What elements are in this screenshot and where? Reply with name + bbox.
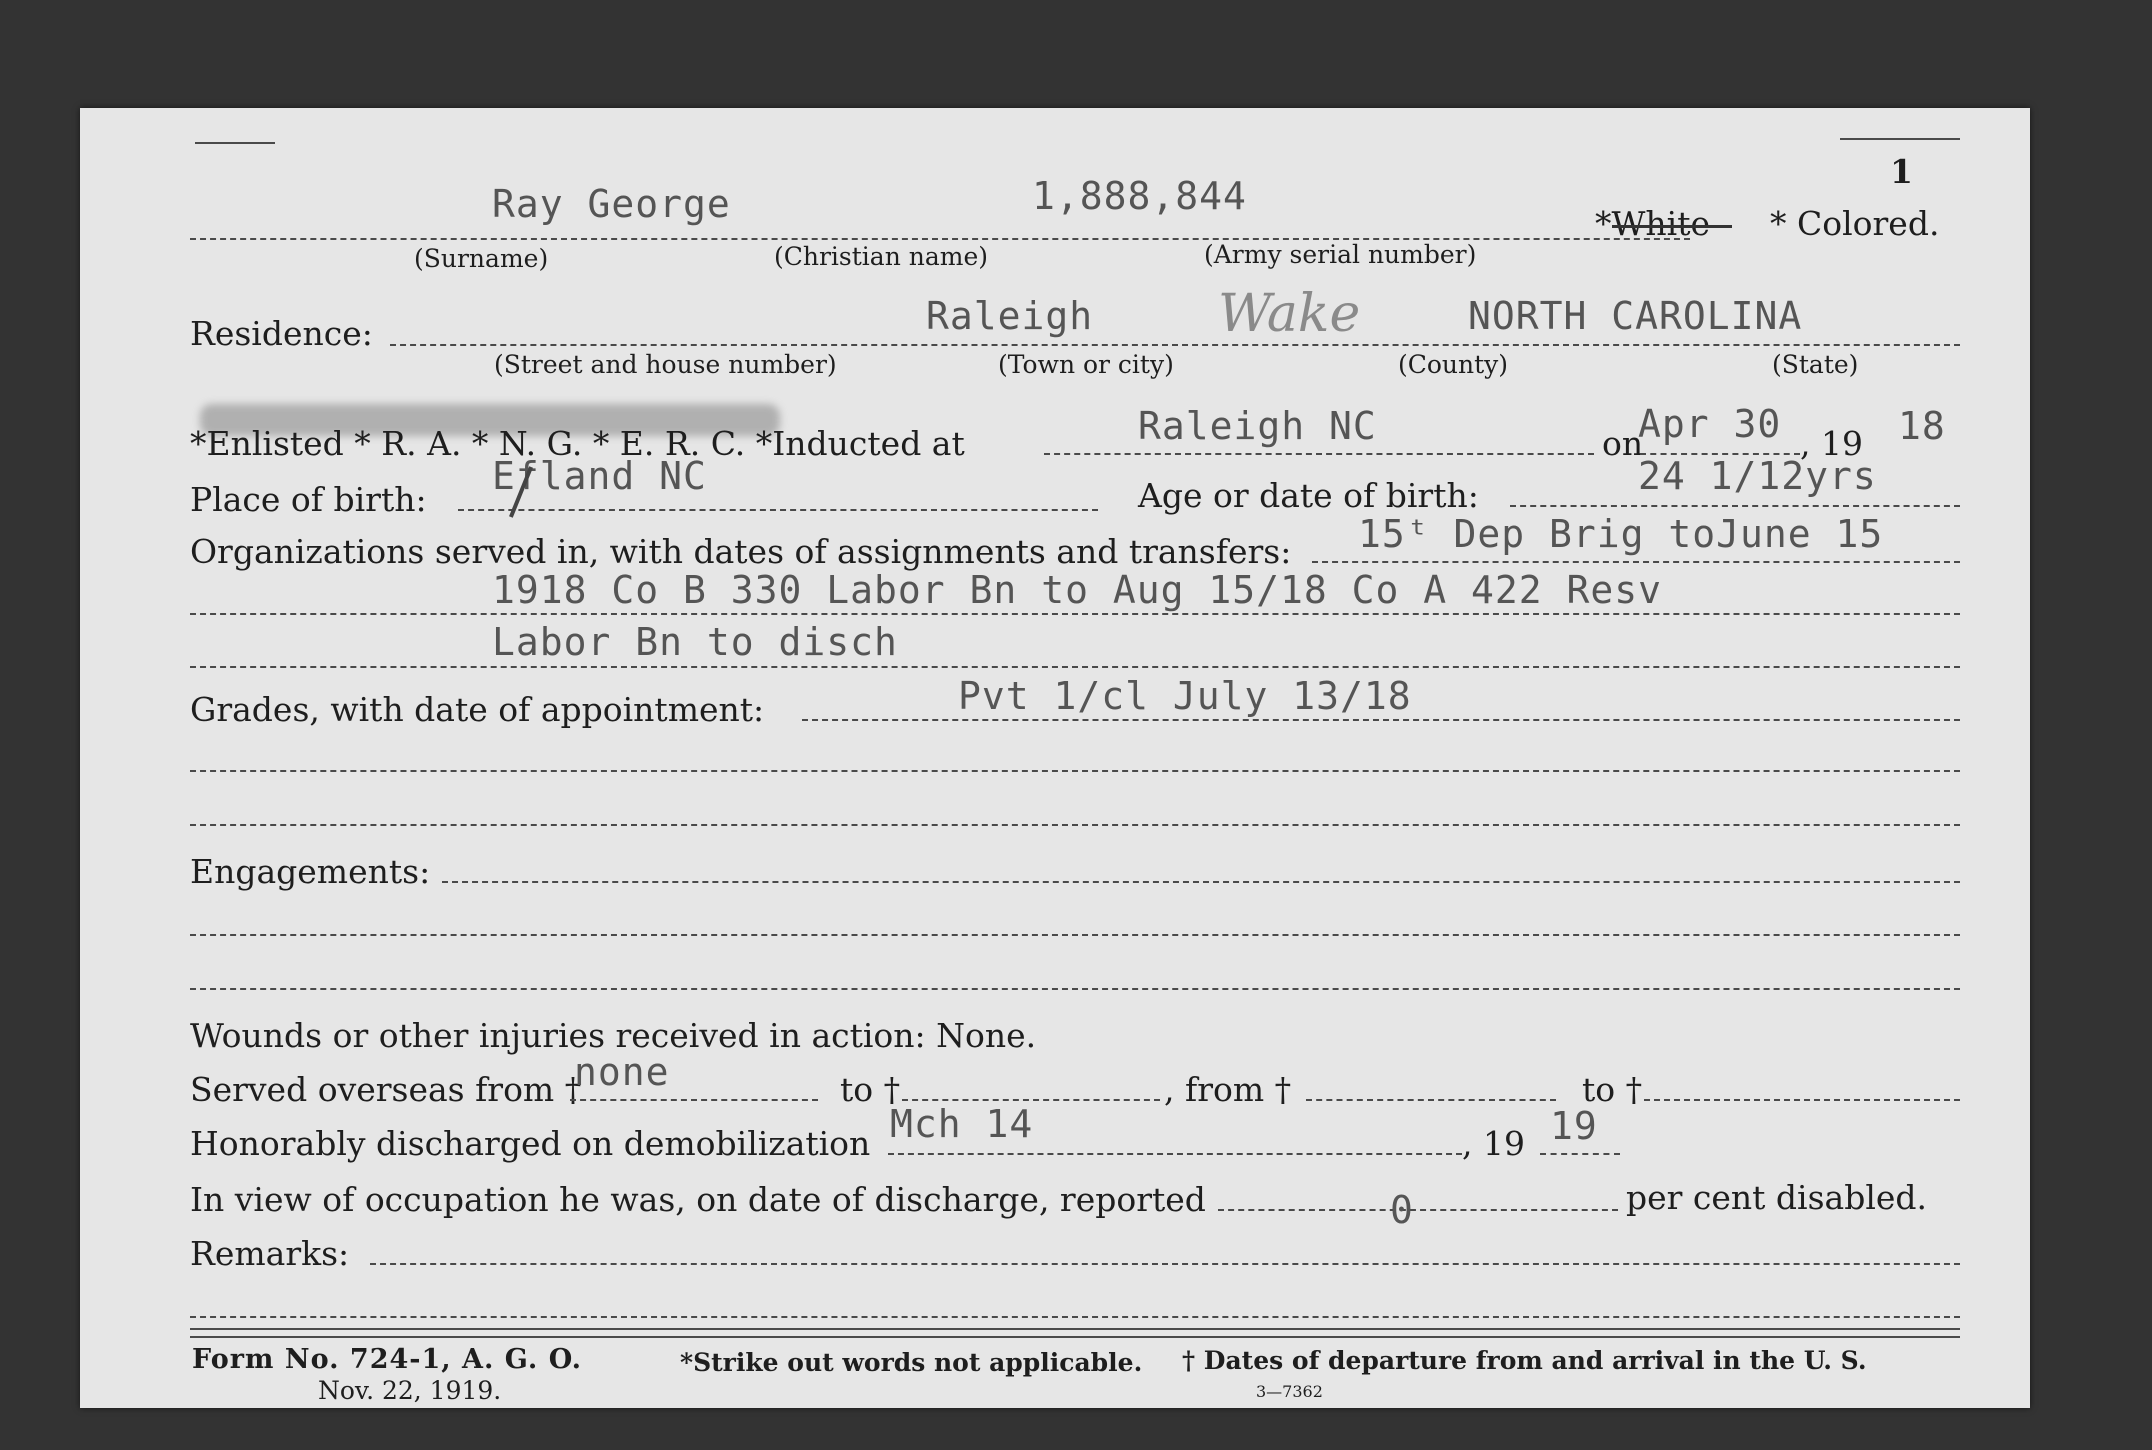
year-prefix: , 19 (1800, 424, 1863, 463)
remarks-label: Remarks: (190, 1234, 350, 1273)
top-left-rule (195, 142, 275, 144)
residence-county: Wake (1218, 284, 1361, 344)
grades-line-3 (190, 824, 1960, 826)
organizations-value-2: 1918 Co B 330 Labor Bn to Aug 15/18 Co A 422 Resv (492, 568, 1663, 612)
grades-line-1 (802, 719, 1960, 721)
organizations-line-1 (1312, 561, 1960, 563)
label-state: (State) (1772, 350, 1859, 379)
age-line (1510, 505, 1960, 507)
overseas-from2-line (1306, 1099, 1556, 1101)
disability-line (1218, 1209, 1618, 1211)
service-record-card (80, 108, 2030, 1408)
age-label: Age or date of birth: (1138, 476, 1479, 515)
overseas-to-label: to † (840, 1070, 901, 1109)
label-town: (Town or city) (998, 350, 1174, 379)
overseas-to2-label: to † (1582, 1070, 1643, 1109)
form-number: Form No. 724-1, A. G. O. (192, 1344, 583, 1375)
disability-suffix: per cent disabled. (1626, 1178, 1928, 1217)
organizations-value-3: Labor Bn to disch (492, 620, 898, 664)
label-street: (Street and house number) (494, 350, 837, 379)
note-dates: † Dates of departure from and arrival in the U. S. (1182, 1346, 1867, 1375)
inducted-line (1044, 453, 1594, 455)
discharge-year: 19 (1550, 1104, 1598, 1148)
top-right-rule (1840, 138, 1960, 140)
race-white-strike (1612, 225, 1732, 228)
engagements-line-1 (442, 881, 1960, 883)
race-white: *White (1595, 204, 1711, 243)
residence-city: Raleigh (926, 294, 1094, 338)
page-number: 1 (1890, 152, 1913, 191)
discharge-date: Mch 14 (890, 1102, 1034, 1146)
birthplace-value: Efland NC (492, 454, 707, 498)
organizations-value-1: 15ᵗ Dep Brig toJune 15 (1358, 512, 1884, 556)
footer-rule-1 (190, 1328, 1960, 1330)
organizations-line-3 (190, 666, 1960, 668)
grades-line-2 (190, 770, 1960, 772)
residence-label: Residence: (190, 314, 373, 353)
inducted-at: Raleigh NC (1138, 404, 1377, 448)
overseas-from-label: Served overseas from † (190, 1070, 582, 1109)
disability-label: In view of occupation he was, on date of discharge, reported (190, 1180, 1206, 1219)
label-surname: (Surname) (414, 244, 549, 273)
note-strike-out: *Strike out words not applicable. (680, 1348, 1143, 1377)
grades-label: Grades, with date of appointment: (190, 690, 765, 729)
residence-line (390, 344, 1960, 346)
grades-value: Pvt 1/cl July 13/18 (958, 674, 1412, 718)
wounds-label: Wounds or other injuries received in action: None. (190, 1016, 1037, 1055)
on-label: on (1602, 424, 1644, 463)
print-code: 3—7362 (1256, 1382, 1323, 1401)
disability-value: 0 (1390, 1188, 1414, 1232)
race-colored: * Colored. (1770, 204, 1940, 243)
discharge-date-line (888, 1153, 1462, 1155)
discharge-label: Honorably discharged on demobilization (190, 1124, 871, 1163)
footer-rule-2 (190, 1336, 1960, 1338)
overseas-from-value: none (574, 1050, 670, 1094)
age-value: 24 1/12yrs (1638, 454, 1877, 498)
birthplace-label: Place of birth: (190, 480, 427, 519)
remarks-line-2 (190, 1316, 1960, 1318)
overseas-from2-label: , from † (1164, 1070, 1292, 1109)
label-serial: (Army serial number) (1204, 240, 1477, 269)
label-county: (County) (1398, 350, 1509, 379)
organizations-line-2 (190, 613, 1960, 615)
serial-number: 1,888,844 (1032, 174, 1247, 218)
birthplace-line (458, 509, 1098, 511)
enlist-date: Apr 30 (1638, 402, 1782, 446)
enlisted-label: *Enlisted * R. A. * N. G. * E. R. C. *Inducted at (190, 424, 965, 463)
engagements-label: Engagements: (190, 852, 431, 891)
organizations-label: Organizations served in, with dates of assignments and transfers: (190, 532, 1292, 571)
discharge-year-line (1540, 1153, 1620, 1155)
remarks-line-1 (370, 1263, 1960, 1265)
engagements-line-3 (190, 988, 1960, 990)
form-date: Nov. 22, 1919. (318, 1376, 502, 1405)
overseas-to-line (902, 1099, 1160, 1101)
label-christian: (Christian name) (774, 242, 989, 271)
enlist-year: 18 (1898, 404, 1946, 448)
discharge-year-label: , 19 (1462, 1124, 1525, 1163)
residence-state: NORTH CAROLINA (1468, 294, 1803, 338)
overseas-to2-line (1644, 1099, 1960, 1101)
engagements-line-2 (190, 934, 1960, 936)
overseas-from-line (570, 1099, 818, 1101)
name-typed: Ray George (492, 182, 731, 226)
